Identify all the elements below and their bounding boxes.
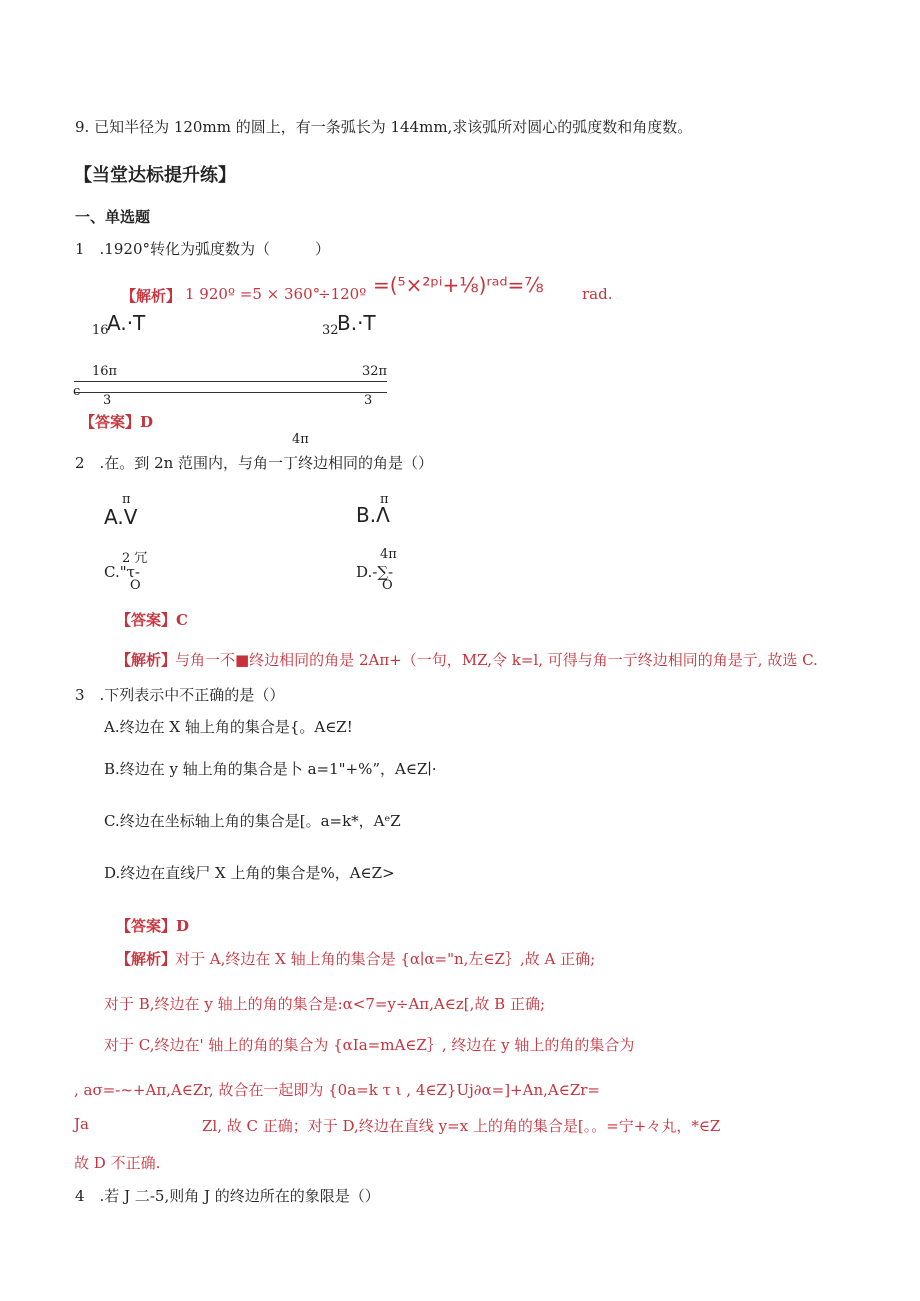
q1-option-b: B.·T [337,311,376,335]
q2-answer: 【答案】C [116,611,188,629]
subsection-title: 一、单选题 [75,208,151,226]
q3-answer: 【答案】D [116,917,190,935]
q3-analysis-line-5b: Zl, 故 C 正确；对于 D,终边在直线 y=x 上的角的集合是[。。=宁+々丸，*∈Z [202,1117,721,1135]
q3-option-b: B.终边在 y 轴上角的集合是卜 a=1"+%”，A∈Z∣· [104,760,437,778]
section-title: 【当堂达标提升练】 [74,165,236,186]
q1-analysis-part-a: 1 920º =5 × 360° [185,285,321,303]
q2-option-c-sup: 2 冗 [122,551,148,566]
question-2-stem: 2 .在。到 2n 范围内，与角一丁终边相同的角是（） [75,454,434,472]
q2-analysis-label: 【解析】 [116,651,177,669]
q1-option-a-number: 16 [92,323,109,338]
q2-option-c-sub: O [130,578,141,593]
q2-option-a-sup: π [122,492,131,507]
q3-analysis-line-5a: Ja [74,1115,89,1133]
q1-analysis-label: 【解析】 [121,287,182,305]
q3-option-c: C.终边在坐标轴上角的集合是[。a=k*，AᵉZ [104,812,401,830]
q1-option-b-number: 32 [322,323,339,338]
q3-analysis-line-6: 故 D 不正确. [74,1154,161,1172]
q1-fraction-rule-bottom [74,392,387,393]
q2-option-c: C."τ- [104,563,140,581]
q2-option-a: A.V [104,505,138,529]
q1-fraction-1-numerator: 16π [92,364,118,379]
question-9: 9. 已知半径为 120mm 的圆上，有一条弧长为 144mm,求该弧所对圆心的弧度数和角度数。 [75,118,693,136]
q2-option-d: D.-∑- [356,563,394,581]
q3-analysis-line-3: 对于 C,终边在' 轴上的角的集合为 {αIa=mA∈Z｝, 终边在 y 轴上的角的集合为 [104,1036,635,1054]
q2-option-b-sup: π [380,492,389,507]
q3-analysis-line-1: 对于 A,终边在 X 轴上角的集合是 {α∣α="n,左∈Z｝,故 A 正确; [175,950,596,968]
question-3-stem: 3 .下列表示中不正确的是（） [75,686,285,704]
question-1-stem: 1 .1920°转化为弧度数为（ ） [75,240,330,258]
q1-analysis-formula: =(⁵×²ᵖⁱ+⅛)ʳᵃᵈ=⅞ [373,273,544,297]
q1-analysis-unit: rad. [582,285,613,303]
q1-option-a: A.·T [107,311,146,335]
q2-option-b: B.Λ [356,503,390,527]
q2-option-d-sup: 4π [380,547,397,562]
q3-analysis-line-4: , aσ=-~+Aπ,A∈Zr, 故合在一起即为 {0a=k τ ι , 4∈Z}Uj∂α=]+An,A∈Zr= [74,1081,600,1099]
q1-fraction-2-denominator: 3 [364,393,373,408]
q1-fraction-1-denominator: 3 [103,393,112,408]
q2-superscript: 4π [292,432,309,447]
q3-option-a: A.终边在 X 轴上角的集合是{。A∈Z! [104,718,353,736]
q2-option-d-sub: O [382,578,393,593]
question-4-stem: 4 .若 J 二-5,则角 J 的终边所在的象限是（） [75,1187,380,1205]
q3-analysis-label: 【解析】 [116,950,177,968]
q2-analysis: 与角一不■终边相同的角是 2Aπ+（一句，MZ,令 k=l, 可得与角一亍终边相同的角是亍, 故选 C. [175,651,818,669]
q1-fraction-rule-top [74,381,387,382]
q1-answer: 【答案】D [80,413,154,431]
q3-analysis-line-2: 对于 B,终边在 y 轴上的角的集合是:α<7=y÷Aπ,A∈z[,故 B 正确; [104,995,546,1013]
q1-fraction-left-mark: c [73,384,81,399]
q1-fraction-2-numerator: 32π [362,364,388,379]
q1-analysis-part-b: ÷120º [318,285,367,303]
q3-option-d: D.终边在直线尸 X 上角的集合是%，A∈Z> [104,864,395,882]
